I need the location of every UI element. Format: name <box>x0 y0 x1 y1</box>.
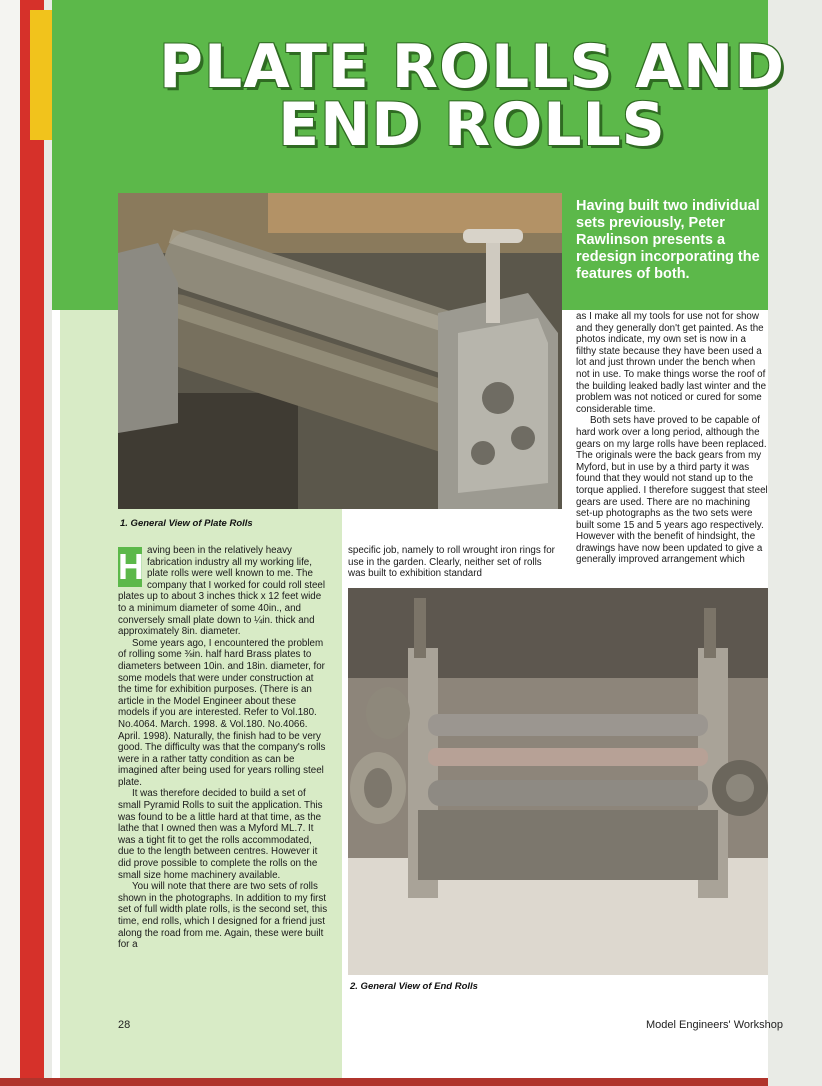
opening-paragraph <box>118 545 328 638</box>
underlying-magazine-edge <box>30 10 52 140</box>
underlying-page-edge <box>20 0 44 1086</box>
headline-line-2: END ROLLS <box>278 90 666 160</box>
standfirst: Having built two individual sets previously, Peter Rawlinson presents a redesign incorporating the features of both. <box>576 198 760 282</box>
plate-rolls-illustration <box>118 193 562 509</box>
plate-rolls-photo <box>118 193 562 509</box>
scan-edge <box>0 0 20 1086</box>
middle-text-column <box>348 545 558 580</box>
paragraph: as I make all my tools for use not for show and they generally don't get painted. As the photos indicate, my own set is now in a filthy state because they have been used a lot and just thrown under the bench when not in use. To make things worse the roof of the building leaked badly last winter and the problem was not noticed or cured for some considerable time. <box>576 311 767 415</box>
paragraph: You will note that there are two sets of rolls shown in the photographs. In addition to my first set of full width plate rolls, is the second set, this time, end rolls, which I designed for a friend just along the road from me. Again, these were built for a <box>118 881 328 951</box>
magazine-name: Model Engineers' Workshop <box>646 1019 784 1031</box>
left-text-column <box>118 545 328 951</box>
right-text-column <box>576 311 768 566</box>
paragraph: specific job, namely to roll wrought iron rings for use in the garden. Clearly, neither set of rolls was built to exhibition standard <box>348 545 555 580</box>
headline-line-1: PLATE ROLLS AND <box>158 32 785 102</box>
photo-2-caption: 2. General View of End Rolls <box>350 981 478 992</box>
page-number: 28 <box>118 1019 131 1031</box>
article-headline <box>122 32 822 160</box>
paragraph: It was therefore decided to build a set of small Pyramid Rolls to suit the application. This was found to be a little hard at that time, as the lathe that I owned then was a Myford ML.7. It was a tight fit to get the rolls accommodated, due to the length between centres. However it did prove possible to complete the rolls on the small size home machinery available. <box>118 788 323 881</box>
magazine-page <box>52 0 785 1086</box>
end-rolls-photo <box>348 588 768 975</box>
end-rolls-illustration <box>348 588 768 975</box>
drop-cap: H <box>118 546 144 587</box>
paragraph: Some years ago, I encountered the problem of rolling some ⅜in. half hard Brass plates to diameters between 10in. and 18in. diameter, for some models that were under construction at the time for exhibition purposes. (There is an article in the Model Engineer about these models if you are interested. Refer to Vol.180. No.4064. March. 1998. & Vol.180. No.4066. April. 1998). Naturally, the finish had to be very good. The difficulty was that the company's rolls were in a rather tatty condition as can be imagined after being used for years rolling steel plate. <box>118 637 326 788</box>
underlying-page-bottom-edge <box>0 1078 768 1086</box>
photo-1-caption: 1. General View of Plate Rolls <box>120 518 253 529</box>
paragraph: Both sets have proved to be capable of hard work over a long period, although the gears on my large rolls have been replaced. The originals were the back gears from my Myford, but in use by a third party it was found that they would not stand up to the torque applied. I therefore suggest that steel gears are used. There are no machining set-up photographs as the two sets were built some 15 and 5 years ago respectively. However with the benefit of hindsight, the drawings have now been updated to give a generally improved arrangement which <box>576 415 768 566</box>
opening-paragraph-text: aving been in the relatively heavy fabrication industry all my working life, plate rolls were well known to me. The company that I worked for could roll steel plates up to about 3 inches thick x 12 feet wide to a minimum diameter of some 40in., and conversely small plate down to ¼in. thick and approximately 8in. diameter. <box>118 545 326 638</box>
